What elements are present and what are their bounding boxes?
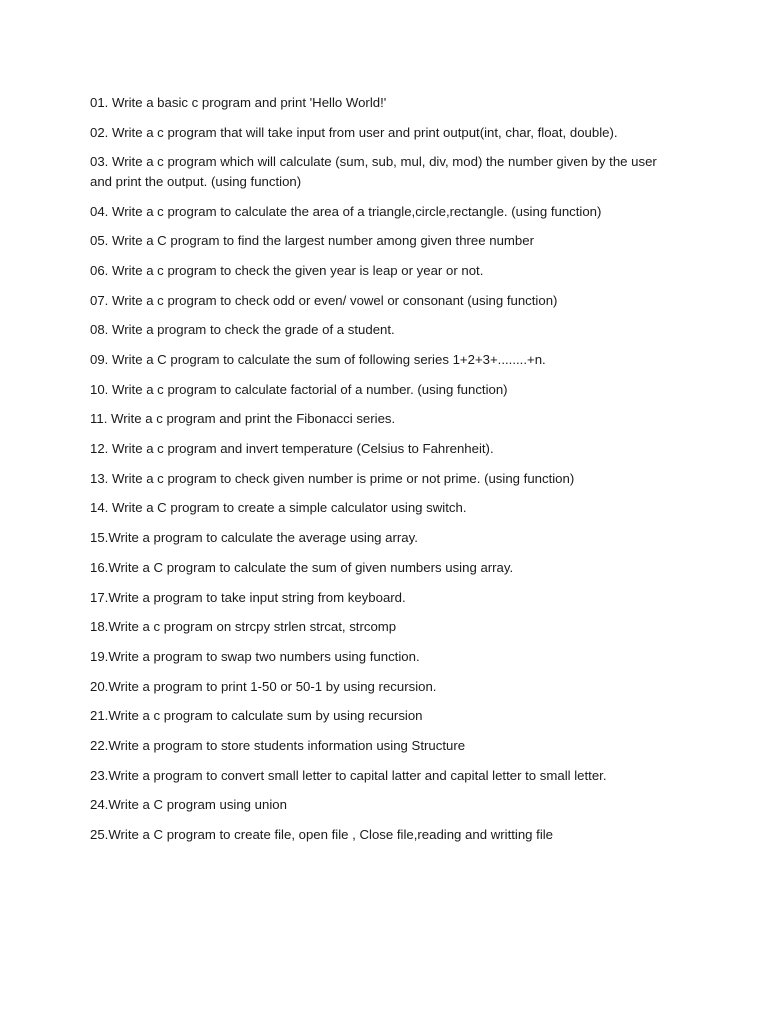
list-item-09: 09. Write a C program to calculate the sum of following series 1+2+3+........+n. — [90, 352, 546, 367]
list-item-02: 02. Write a c program that will take input from user and print output(int, char, float, double). — [90, 124, 618, 140]
list-item-16: 16.Write a C program to calculate the sum of given numbers using array. — [90, 559, 514, 575]
exercise-list — [90, 93, 680, 855]
list-item-18: 18.Write a c program on strcpy strlen strcat, strcomp — [90, 619, 397, 635]
list-item-20: 20.Write a program to print 1-50 or 50-1 by using recursion. — [90, 678, 437, 694]
list-item-06: 06. Write a c program to check the given year is leap or year or not. — [90, 262, 484, 278]
list-item-04: 04. Write a c program to calculate the area of a triangle,circle,rectangle. (using function) — [90, 203, 602, 219]
list-item-14: 14. Write a C program to create a simple calculator using switch. — [90, 500, 467, 516]
list-item-01: 01. Write a basic c program and print 'Hello World!' — [90, 95, 387, 110]
list-item-08: 08. Write a program to check the grade of a student. — [90, 322, 395, 338]
list-item-22: 22.Write a program to store students information using Structure — [90, 737, 466, 753]
list-item-23: 23.Write a program to convert small letter to capital latter and capital letter to small letter. — [90, 767, 607, 783]
list-item-17: 17.Write a program to take input string from keyboard. — [90, 589, 406, 605]
list-item-19: 19.Write a program to swap two numbers using function. — [90, 648, 420, 664]
list-item-15: 15.Write a program to calculate the average using array. — [90, 530, 418, 546]
list-item-21: 21.Write a c program to calculate sum by using recursion — [90, 708, 423, 724]
list-item-10: 10. Write a c program to calculate factorial of a number. (using function) — [90, 381, 508, 397]
list-item-05: 05. Write a C program to find the largest number among given three number — [90, 233, 534, 249]
list-item-07: 07. Write a c program to check odd or even/ vowel or consonant (using function) — [90, 292, 558, 308]
list-item-24: 24.Write a C program using union — [90, 797, 287, 813]
list-item-25: 25.Write a C program to create file, open file , Close file,reading and writting file — [90, 827, 554, 842]
list-item-12: 12. Write a c program and invert temperature (Celsius to Fahrenheit). — [90, 441, 494, 457]
list-item-11: 11. Write a c program and print the Fibonacci series. — [90, 411, 396, 427]
list-item-03: 03. Write a c program which will calculate (sum, sub, mul, div, mod) the number given by the user and print the output. (using function) — [90, 154, 657, 189]
list-item-13: 13. Write a c program to check given number is prime or not prime. (using function) — [90, 470, 575, 486]
